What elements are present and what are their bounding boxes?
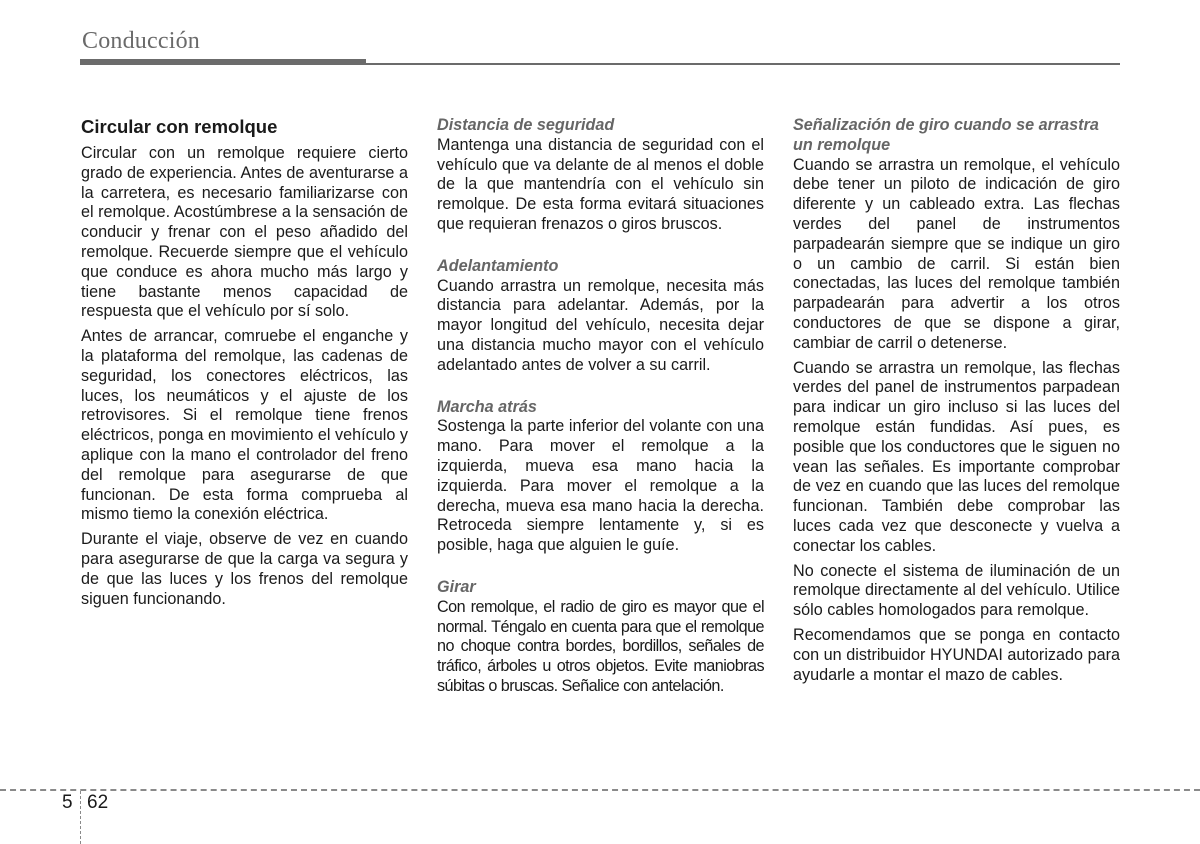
paragraph: No conecte el sistema de iluminación de un remolque directamente al del vehículo. Utilice sólo cables homologados para remolque. — [793, 561, 1120, 620]
page-title: Conducción — [82, 28, 200, 54]
paragraph: Con remolque, el radio de giro es mayor que el normal. Téngalo en cuenta para que el remolque no choque contra bordes, bordillos, señales de tráfico, árboles u otros objetos. Evite maniobras súbitas o bruscas. Señalice con antelación. — [437, 597, 764, 695]
paragraph: Durante el viaje, observe de vez en cuando para asegurarse de que la carga va segura y de que las luces y los frenos del remolque siguen funcionando. — [81, 530, 408, 608]
paragraph: Mantenga una distancia de seguridad con el vehículo que va delante de al menos el doble de la que mantendría con el vehículo sin remolque. De esta forma evitará situaciones que requieran frenazos o giros bruscos. — [437, 135, 764, 233]
header-rule-thick — [80, 59, 366, 65]
subsection-overtaking — [437, 257, 764, 376]
page-number: 62 — [87, 792, 109, 813]
subsection-turning — [437, 578, 764, 697]
subsection-title: Adelantamiento — [437, 256, 559, 275]
subsection-title: Girar — [437, 577, 476, 596]
column-middle — [437, 116, 764, 719]
subsection-safety-distance — [437, 116, 764, 235]
subsection-title: Marcha atrás — [437, 397, 537, 416]
section-heading: Circular con remolque — [81, 116, 278, 137]
paragraph: Cuando se arrastra un remolque, el vehículo debe tener un piloto de indicación de giro diferente y un cableado extra. Las flechas verdes del panel de instrumentos parpadearán siempre que se indique un giro o un cambio de carril. Si están bien conectadas, las luces del remolque también parpadearán para advertir a los otros conductores de que se dispone a girar, cambiar de carril o detenerse. — [793, 155, 1120, 352]
column-left — [81, 116, 408, 614]
column-right — [793, 116, 1120, 690]
subsection-reversing — [437, 398, 764, 556]
paragraph: Sostenga la parte inferior del volante con una mano. Para mover el remolque a la izquierda, mueva esa mano hacia la izquierda. Para mover el remolque a la derecha, mueva esa mano hacia la derecha. Retroceda siempre lentamente y, si es posible, haga que alguien le guíe. — [437, 417, 764, 555]
footer-dashed-rule — [0, 789, 1200, 791]
paragraph: Cuando arrastra un remolque, necesita más distancia para adelantar. Además, por la mayor longitud del vehículo, necesita dejar una distancia mucho mayor con el vehículo adelantado antes de volver a su carril. — [437, 276, 764, 374]
footer-dashed-divider — [80, 791, 81, 844]
subsection-title: Señalización de giro cuando se arrastra un remolque — [793, 116, 1099, 154]
paragraph: Cuando se arrastra un remolque, las flechas verdes del panel de instrumentos parpadean para indicar un giro incluso si las luces del remolque están fundidas. Así pues, es posible que los conductores que le siguen no vean las señales. Es importante comprobar de vez en cuando que las luces del remolque funcionan. También debe comprobar las luces cada vez que desconecte y vuelva a conectar los cables. — [793, 358, 1120, 555]
paragraph: Circular con un remolque requiere cierto grado de experiencia. Antes de aventurarse a la carretera, es necesario familiarizarse con el remolque. Acostúmbrese a la sensación de conducir y frenar con el peso añadido del remolque. Recuerde siempre que el vehículo que conduce es ahora mucho más largo y tiene bastante menos capacidad de respuesta que el vehículo por sí solo. — [81, 144, 408, 321]
paragraph: Recomendamos que se ponga en contacto con un distribuidor HYUNDAI autorizado para ayudarle a montar el mazo de cables. — [793, 625, 1120, 684]
chapter-number: 5 — [62, 792, 73, 813]
paragraph: Antes de arrancar, comruebe el enganche y la plataforma del remolque, las cadenas de seguridad, los conectores eléctricos, las luces, los neumáticos y el ajuste de los retrovisores. Si el remolque tiene frenos eléctricos, ponga en movimiento el vehículo y aplique con la mano el controlador del freno del remolque para asegurarse de que funcionan. De esta forma comprueba al mismo tiemo la conexión eléctrica. — [81, 327, 408, 524]
subsection-title: Distancia de seguridad — [437, 116, 615, 134]
header-rule-thin — [366, 63, 1120, 65]
